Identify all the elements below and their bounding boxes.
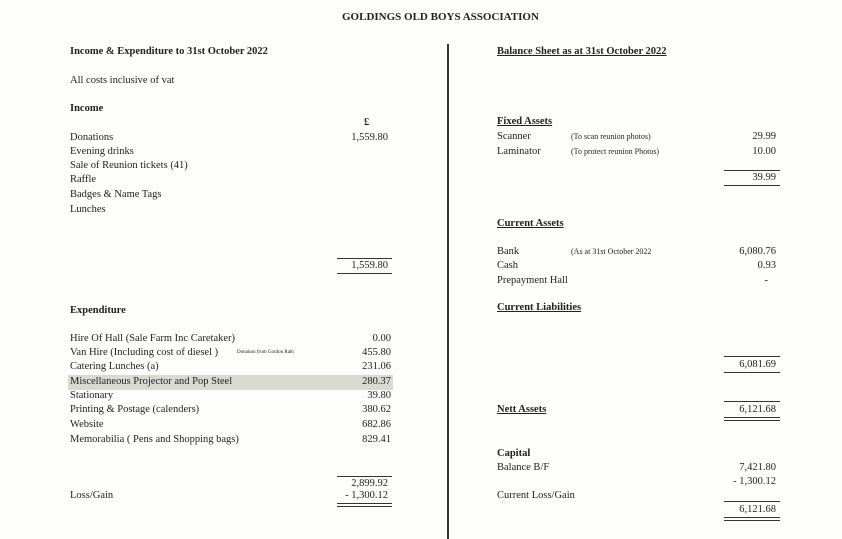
expenditure-item-value: 231.06 [362,361,391,372]
document-title: GOLDINGS OLD BOYS ASSOCIATION [342,11,539,23]
loss-gain-value: - 1,300.12 [345,490,388,501]
income-item-label: Badges & Name Tags [70,189,162,200]
current-asset-value: 6,080.76 [739,246,776,257]
income-item-label: Lunches [70,204,106,215]
capital-heading: Capital [497,448,531,459]
vat-note: All costs inclusive of vat [70,75,175,86]
fixed-asset-value: 10.00 [752,146,776,157]
fixed-asset-note: (To scan reunion photos) [571,132,651,141]
expenditure-item-label: Website [70,419,104,430]
rule [337,476,392,477]
column-divider [447,44,449,539]
expenditure-total: 2,899.92 [351,478,388,489]
current-liabilities-heading: Current Liabilities [497,302,582,313]
current-assets-total: 6,081.69 [739,359,776,370]
expenditure-item-value: 380.62 [362,404,391,415]
expenditure-item-value: 280.37 [362,376,391,387]
rule [337,258,392,259]
fixed-assets-heading: Fixed Assets [497,116,553,127]
fixed-asset-label: Laminator [497,146,541,157]
current-loss-gain-label: Current Loss/Gain [497,490,575,501]
income-item-label: Donations [70,132,114,143]
income-item-label: Evening drinks [70,146,134,157]
rule [724,417,780,418]
expenditure-item-label: Catering Lunches (a) [70,361,159,372]
current-asset-label: Bank [497,246,520,257]
current-asset-value: - [764,275,768,286]
rule [724,420,780,421]
income-item-label: Sale of Reunion tickets (41) [70,160,188,171]
rule [337,506,392,507]
expenditure-item-value: 39.80 [367,390,391,401]
fixed-asset-value: 29.99 [752,131,776,142]
expenditure-item-label: Van Hire (Including cost of diesel ) [70,347,219,358]
current-assets-heading: Current Assets [497,218,564,229]
expenditure-item-label: Memorabilia ( Pens and Shopping bags) [70,434,239,445]
rule [724,517,780,518]
currency-symbol: £ [364,117,370,128]
current-asset-label: Prepayment Hall [497,275,568,286]
expenditure-item-value: 455.80 [362,347,391,358]
rule [724,356,780,357]
nett-assets-label: Nett Assets [497,404,547,415]
rule [724,372,780,373]
income-total: 1,559.80 [351,260,388,271]
expenditure-item-label: Miscellaneous Projector and Pop Steel [70,376,233,387]
expenditure-heading: Expenditure [70,305,126,316]
rule [724,170,780,171]
income-heading: Income [70,103,104,114]
balance-bf-value: 7,421.80 [739,462,776,473]
fixed-asset-note: (To protect reunion Photos) [571,147,660,156]
capital-total: 6,121.68 [739,504,776,515]
expenditure-item-value: 829.41 [362,434,391,445]
fixed-assets-total: 39.99 [752,172,776,183]
rule [724,401,780,402]
balance-bf-label: Balance B/F [497,462,550,473]
rule [337,503,392,504]
loss-gain-label: Loss/Gain [70,490,114,501]
expenditure-item-label: Stationary [70,390,114,401]
income-item-label: Raffle [70,174,97,185]
nett-assets-value: 6,121.68 [739,404,776,415]
current-asset-value: 0.93 [757,260,776,271]
current-loss-gain-value: - 1,300.12 [733,476,776,487]
current-asset-label: Cash [497,260,518,271]
rule [724,501,780,502]
rule [724,185,780,186]
balance-sheet-heading: Balance Sheet as at 31st October 2022 [497,46,667,57]
rule [724,520,780,521]
income-expenditure-heading: Income & Expenditure to 31st October 2022 [70,46,268,57]
current-asset-note: (As at 31st October 2022 [571,247,652,256]
expenditure-item-label: Hire Of Hall (Sale Farm Inc Caretaker) [70,333,236,344]
fixed-asset-label: Scanner [497,131,531,142]
expenditure-item-label: Printing & Postage (calenders) [70,404,200,415]
rule [337,273,392,274]
expenditure-item-note: Donation from Gordon Rath [237,350,294,355]
income-item-value: 1,559.80 [351,132,388,143]
expenditure-item-value: 0.00 [372,333,391,344]
expenditure-item-value: 682.86 [362,419,391,430]
